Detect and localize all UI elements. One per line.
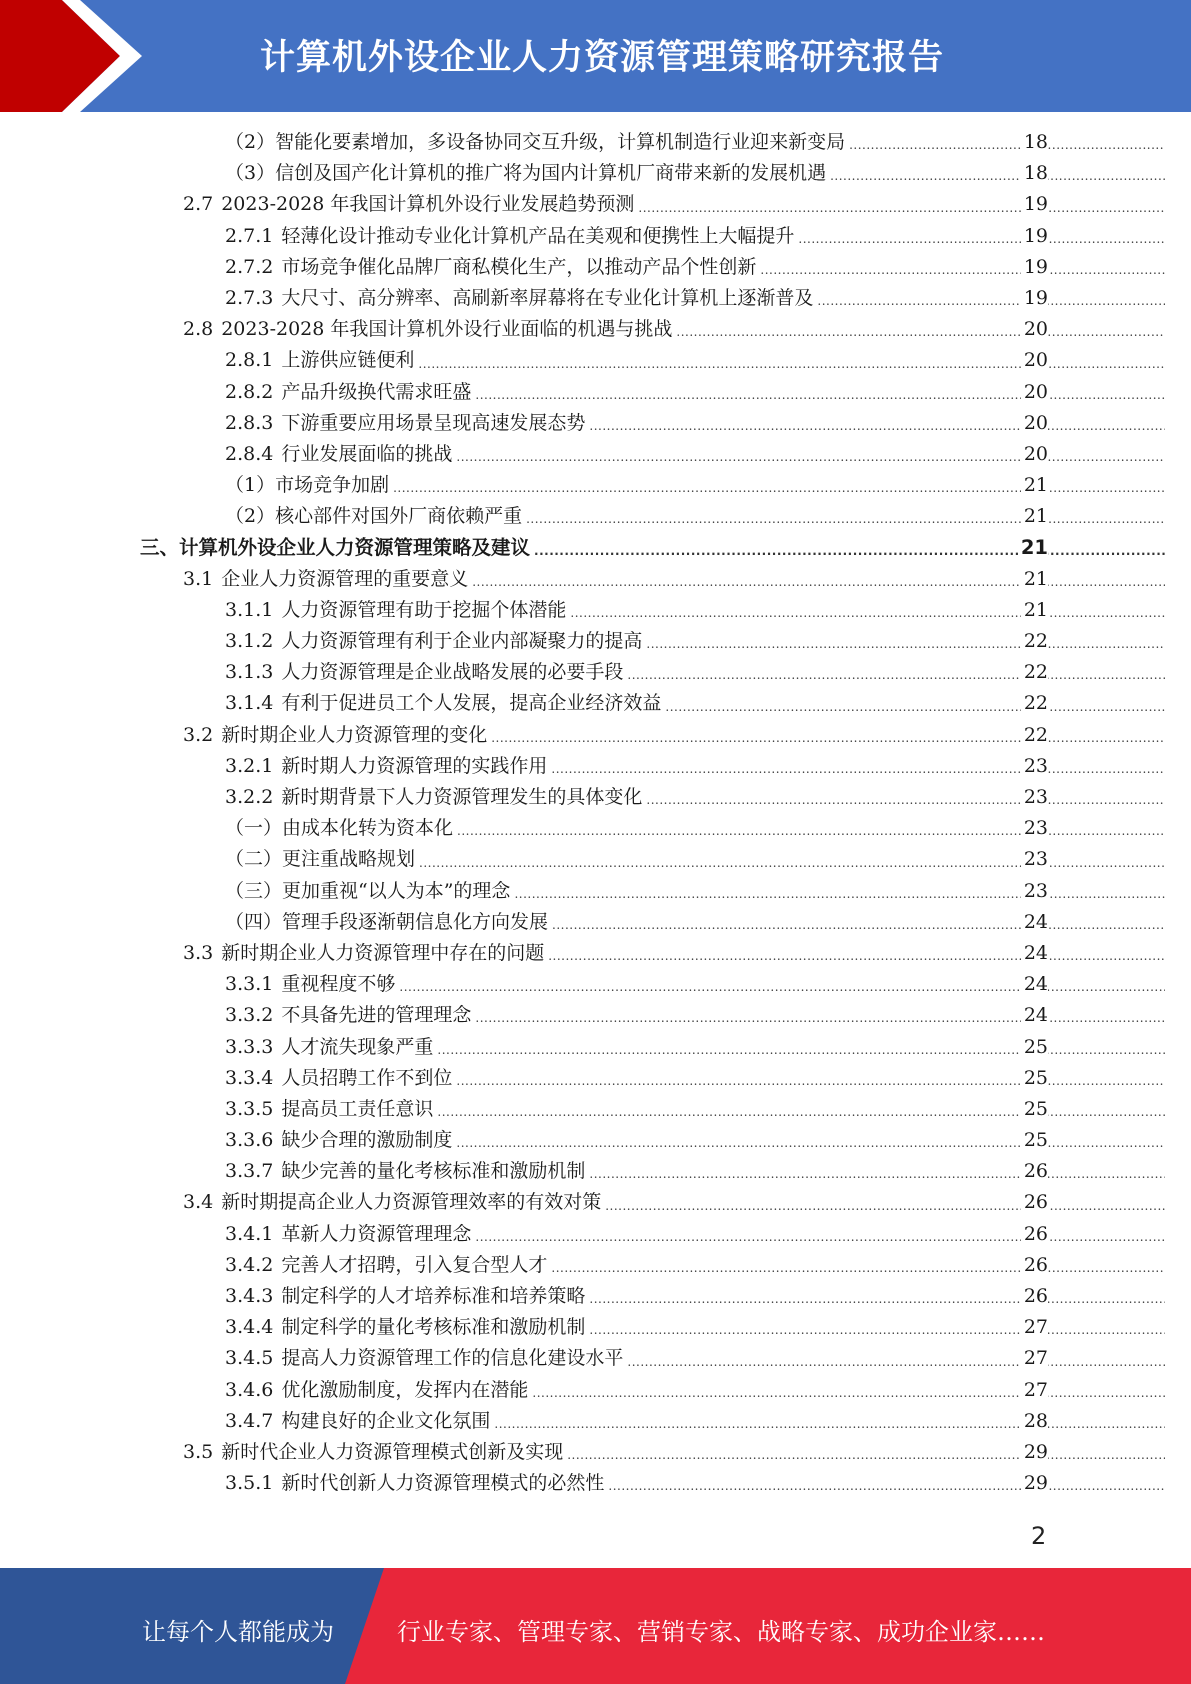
toc-entry-text: （三）更加重视“以人为本”的理念 bbox=[225, 879, 511, 902]
toc-entry-title bbox=[140, 538, 532, 558]
toc-entry-title bbox=[225, 663, 625, 682]
toc-entry-title bbox=[225, 1162, 587, 1181]
toc-page-number: 23 bbox=[1021, 788, 1048, 807]
toc-dot-leader bbox=[418, 358, 1165, 377]
toc-entry-number: 2.7 bbox=[183, 193, 214, 216]
page-footer bbox=[0, 1568, 1191, 1684]
toc-entry[interactable] bbox=[225, 158, 1191, 189]
toc-entry-number: 2.8.2 bbox=[225, 380, 274, 403]
toc-entry-text: 新时期提高企业人力资源管理效率的有效对策 bbox=[221, 1191, 602, 1214]
toc-page-number: 25 bbox=[1021, 1100, 1048, 1119]
toc-dot-leader bbox=[589, 1293, 1165, 1312]
toc-entry[interactable] bbox=[183, 564, 1191, 595]
toc-page-number: 20 bbox=[1021, 414, 1048, 433]
toc-dot-leader bbox=[475, 1231, 1165, 1250]
toc-entry-text: 制定科学的量化考核标准和激励机制 bbox=[281, 1316, 586, 1339]
toc-entry-text: 新时期人力资源管理的实践作用 bbox=[281, 754, 548, 777]
toc-entry-text: 行业发展面临的挑战 bbox=[281, 442, 453, 465]
toc-entry[interactable] bbox=[225, 813, 1191, 844]
toc-entry-number: 3.1.1 bbox=[225, 598, 274, 621]
toc-entry-title bbox=[225, 351, 416, 370]
toc-entry[interactable] bbox=[225, 470, 1191, 501]
toc-entry[interactable] bbox=[225, 1406, 1191, 1437]
toc-page-number: 27 bbox=[1021, 1318, 1048, 1337]
toc-dot-leader bbox=[589, 1324, 1165, 1343]
toc-page-number: 20 bbox=[1021, 383, 1048, 402]
toc-dot-leader bbox=[532, 1387, 1165, 1406]
toc-dot-leader bbox=[589, 1168, 1165, 1187]
toc-entry-title bbox=[225, 133, 847, 152]
toc-entry[interactable] bbox=[225, 1063, 1191, 1094]
toc-chapter-entry[interactable] bbox=[140, 532, 1191, 563]
toc-entry[interactable] bbox=[225, 1031, 1191, 1062]
table-of-contents bbox=[0, 127, 1191, 1499]
toc-entry-title bbox=[225, 910, 550, 933]
toc-entry-number: 3.3 bbox=[183, 941, 214, 964]
toc-entry-number: 3.4 bbox=[183, 1191, 214, 1214]
toc-entry-title bbox=[183, 567, 470, 590]
toc-entry-number: 3.3.2 bbox=[225, 1004, 274, 1027]
toc-entry-title bbox=[225, 975, 397, 994]
toc-entry-number: 3.4.1 bbox=[225, 1222, 274, 1245]
report-title: 计算机外设企业人力资源管理策略研究报告 bbox=[260, 38, 945, 78]
toc-entry-title bbox=[225, 1409, 492, 1432]
toc-dot-leader bbox=[849, 139, 1165, 158]
toc-entry-text: 缺少合理的激励制度 bbox=[281, 1129, 453, 1152]
toc-dot-leader bbox=[456, 451, 1165, 470]
toc-entry[interactable] bbox=[225, 408, 1191, 439]
toc-entry-title bbox=[225, 476, 391, 495]
toc-entry[interactable] bbox=[225, 439, 1191, 470]
toc-entry[interactable] bbox=[225, 657, 1191, 688]
toc-page-number: 19 bbox=[1021, 289, 1048, 308]
toc-entry-title bbox=[225, 632, 644, 651]
toc-entry-text: 革新人力资源管理理念 bbox=[281, 1222, 472, 1245]
footer-slogan-left: 让每个人都能成为 bbox=[142, 1618, 334, 1646]
toc-entry-title bbox=[225, 289, 815, 308]
toc-entry-text: （二）更注重战略规划 bbox=[225, 848, 416, 871]
toc-entry-title bbox=[225, 1318, 587, 1337]
toc-entry-text: 构建良好的企业文化氛围 bbox=[281, 1409, 491, 1432]
toc-entry-title bbox=[225, 879, 512, 902]
toc-entry-number: 3.1.4 bbox=[225, 692, 274, 715]
toc-page-number: 23 bbox=[1021, 819, 1048, 838]
toc-page-number: 28 bbox=[1021, 1412, 1048, 1431]
toc-entry[interactable] bbox=[225, 844, 1191, 875]
toc-entry-text: 优化激励制度，发挥内在潜能 bbox=[281, 1378, 529, 1401]
toc-entry-title bbox=[225, 442, 454, 465]
toc-entry-text: 缺少完善的量化考核标准和激励机制 bbox=[281, 1160, 586, 1183]
toc-entry-number: 3.1.3 bbox=[225, 661, 274, 684]
toc-dot-leader bbox=[419, 857, 1165, 876]
toc-entry[interactable] bbox=[225, 1250, 1191, 1281]
toc-entry-title bbox=[183, 1440, 565, 1463]
header-arrow-logo bbox=[0, 0, 160, 112]
toc-entry-title bbox=[183, 320, 674, 339]
toc-dot-leader bbox=[475, 389, 1165, 408]
toc-page-number: 24 bbox=[1021, 913, 1048, 932]
toc-entry[interactable] bbox=[225, 283, 1191, 314]
toc-entry[interactable] bbox=[183, 938, 1191, 969]
footer-slogan-right: 行业专家、管理专家、营销专家、战略专家、成功企业家…… bbox=[397, 1618, 1045, 1646]
toc-entry-number: 3.4.4 bbox=[225, 1316, 274, 1339]
toc-entry-title bbox=[225, 411, 587, 434]
toc-entry-number: 3.3.7 bbox=[225, 1160, 274, 1183]
toc-entry-text: 2023-2028 年我国计算机外设行业面临的机遇与挑战 bbox=[221, 318, 673, 341]
toc-page-number: 24 bbox=[1021, 975, 1048, 994]
toc-entry-title bbox=[225, 1287, 587, 1306]
toc-entry[interactable] bbox=[225, 626, 1191, 657]
toc-entry[interactable] bbox=[225, 876, 1191, 907]
toc-entry-text: 新时期企业人力资源管理中存在的问题 bbox=[221, 941, 545, 964]
toc-entry[interactable] bbox=[225, 688, 1191, 719]
toc-page-number: 26 bbox=[1021, 1225, 1048, 1244]
toc-dot-leader bbox=[548, 950, 1165, 969]
toc-entry-title bbox=[225, 819, 455, 838]
toc-entry-title bbox=[225, 1349, 625, 1368]
toc-entry-title bbox=[225, 694, 663, 713]
toc-entry-text: 产品升级换代需求旺盛 bbox=[281, 380, 472, 403]
toc-entry-number: 3.3.1 bbox=[225, 973, 274, 996]
toc-entry-title bbox=[225, 1378, 530, 1401]
toc-entry-title bbox=[183, 195, 636, 214]
toc-entry[interactable] bbox=[183, 1437, 1191, 1468]
toc-page-number: 19 bbox=[1021, 195, 1048, 214]
toc-dot-leader bbox=[393, 482, 1165, 501]
toc-dot-leader bbox=[798, 233, 1165, 252]
toc-entry[interactable] bbox=[225, 782, 1191, 813]
toc-entry-text: 有利于促进员工个人发展，提高企业经济效益 bbox=[281, 692, 662, 715]
toc-entry-number: 2.7.2 bbox=[225, 255, 274, 278]
toc-entry-text: 企业人力资源管理的重要意义 bbox=[221, 567, 469, 590]
toc-dot-leader bbox=[567, 1449, 1165, 1468]
toc-page-number: 27 bbox=[1021, 1381, 1048, 1400]
toc-dot-leader bbox=[676, 326, 1165, 345]
toc-entry[interactable] bbox=[225, 127, 1191, 158]
toc-dot-leader bbox=[534, 545, 1165, 564]
toc-entry-text: 人力资源管理有助于挖掘个体潜能 bbox=[281, 598, 567, 621]
toc-entry-title bbox=[225, 1035, 435, 1058]
toc-dot-leader bbox=[589, 420, 1165, 439]
toc-dot-leader bbox=[760, 264, 1165, 283]
toc-entry-text: 新时期企业人力资源管理的变化 bbox=[221, 723, 488, 746]
toc-page-number: 20 bbox=[1021, 351, 1048, 370]
toc-entry-text: （一）由成本化转为资本化 bbox=[225, 817, 454, 840]
toc-entry-number: 3.3.4 bbox=[225, 1066, 274, 1089]
page-number: 2 bbox=[1031, 1522, 1047, 1550]
toc-dot-leader bbox=[526, 513, 1165, 532]
toc-entry-number: 3.3.5 bbox=[225, 1097, 274, 1120]
toc-entry-title bbox=[183, 1193, 603, 1212]
toc-dot-leader bbox=[570, 607, 1165, 626]
toc-dot-leader bbox=[457, 825, 1165, 844]
toc-entry-text: 制定科学的人才培养标准和培养策略 bbox=[281, 1285, 586, 1308]
toc-page-number: 25 bbox=[1021, 1069, 1048, 1088]
toc-entry-text: 重视程度不够 bbox=[281, 973, 396, 996]
toc-entry-title bbox=[225, 754, 549, 777]
toc-entry[interactable] bbox=[225, 1156, 1191, 1187]
toc-page-number: 19 bbox=[1021, 258, 1048, 277]
toc-page-number: 22 bbox=[1021, 694, 1048, 713]
toc-entry-number: 2.7.3 bbox=[225, 287, 274, 310]
toc-dot-leader bbox=[472, 576, 1165, 595]
toc-entry[interactable] bbox=[225, 1312, 1191, 1343]
toc-entry[interactable] bbox=[225, 1375, 1191, 1406]
toc-entry-text: 人员招聘工作不到位 bbox=[281, 1066, 453, 1089]
toc-entry-number: 3.4.5 bbox=[225, 1347, 274, 1370]
toc-page-number: 22 bbox=[1021, 663, 1048, 682]
toc-page-number: 26 bbox=[1021, 1193, 1048, 1212]
toc-entry[interactable] bbox=[225, 969, 1191, 1000]
toc-page-number: 21 bbox=[1021, 601, 1048, 620]
toc-entry-text: 完善人才招聘，引入复合型人才 bbox=[281, 1253, 548, 1276]
toc-entry[interactable] bbox=[183, 1187, 1191, 1218]
toc-entry-text: （3）信创及国产化计算机的推广将为国内计算机厂商带来新的发展机遇 bbox=[225, 162, 827, 185]
toc-entry-title bbox=[225, 380, 473, 403]
toc-entry-number: 3.2.1 bbox=[225, 754, 274, 777]
toc-entry[interactable] bbox=[225, 907, 1191, 938]
toc-entry-text: 不具备先进的管理理念 bbox=[281, 1004, 472, 1027]
toc-entry-text: 人力资源管理是企业战略发展的必要手段 bbox=[281, 661, 624, 684]
toc-entry[interactable] bbox=[183, 720, 1191, 751]
toc-entry[interactable] bbox=[225, 751, 1191, 782]
toc-entry-number: 3.3.6 bbox=[225, 1129, 274, 1152]
toc-page-number: 21 bbox=[1021, 476, 1048, 495]
toc-page-number: 23 bbox=[1021, 757, 1048, 776]
toc-dot-leader bbox=[552, 919, 1165, 938]
toc-dot-leader bbox=[551, 763, 1165, 782]
toc-entry-number: 2.8.3 bbox=[225, 411, 274, 434]
toc-page-number: 29 bbox=[1021, 1443, 1048, 1462]
toc-entry[interactable] bbox=[225, 1468, 1191, 1499]
toc-entry-title bbox=[225, 1066, 454, 1089]
toc-entry-text: 上游供应链便利 bbox=[281, 349, 415, 372]
toc-entry[interactable] bbox=[225, 1094, 1191, 1125]
toc-entry-title bbox=[225, 1006, 473, 1025]
toc-entry-number: 3.1.2 bbox=[225, 630, 274, 653]
toc-entry-number: 3.1 bbox=[183, 567, 214, 590]
toc-entry-text: 市场竞争催化品牌厂商私模化生产，以推动产品个性创新 bbox=[281, 255, 757, 278]
toc-entry-title bbox=[225, 507, 524, 526]
toc-entry-text: 新时期背景下人力资源管理发生的具体变化 bbox=[281, 786, 643, 809]
toc-page-number: 29 bbox=[1021, 1474, 1048, 1493]
toc-entry-title bbox=[225, 850, 417, 869]
toc-page-number: 24 bbox=[1021, 1006, 1048, 1025]
toc-entry-title bbox=[225, 224, 796, 247]
toc-entry-title bbox=[225, 255, 758, 278]
toc-page-number: 22 bbox=[1021, 726, 1048, 745]
toc-page-number: 25 bbox=[1021, 1038, 1048, 1057]
toc-dot-leader bbox=[646, 638, 1165, 657]
toc-dot-leader bbox=[494, 1418, 1165, 1437]
toc-entry[interactable] bbox=[225, 345, 1191, 376]
toc-dot-leader bbox=[646, 794, 1165, 813]
toc-page-number: 25 bbox=[1021, 1131, 1048, 1150]
toc-dot-leader bbox=[627, 1356, 1165, 1375]
toc-dot-leader bbox=[608, 1480, 1165, 1499]
toc-entry-number: 3.2.2 bbox=[225, 786, 274, 809]
toc-entry[interactable] bbox=[225, 1000, 1191, 1031]
toc-dot-leader bbox=[437, 1106, 1165, 1125]
toc-page-number: 19 bbox=[1021, 227, 1048, 246]
toc-entry-text: 下游重要应用场景呈现高速发展态势 bbox=[281, 411, 586, 434]
toc-dot-leader bbox=[627, 669, 1165, 688]
toc-entry-text: 新时代企业人力资源管理模式创新及实现 bbox=[221, 1440, 564, 1463]
toc-dot-leader bbox=[437, 1044, 1165, 1063]
toc-page-number: 24 bbox=[1021, 944, 1048, 963]
toc-entry-number: 2.8.4 bbox=[225, 442, 274, 465]
toc-page-number: 26 bbox=[1021, 1287, 1048, 1306]
toc-dot-leader bbox=[399, 981, 1165, 1000]
toc-entry-text: （2）核心部件对国外厂商依赖严重 bbox=[225, 505, 523, 528]
toc-entry-title bbox=[225, 1474, 606, 1493]
toc-entry[interactable] bbox=[183, 189, 1191, 220]
toc-page-number: 20 bbox=[1021, 445, 1048, 464]
toc-entry-title bbox=[225, 1253, 549, 1276]
toc-entry-number: 3.4.2 bbox=[225, 1253, 274, 1276]
toc-dot-leader bbox=[551, 1262, 1165, 1281]
toc-page-number: 22 bbox=[1021, 632, 1048, 651]
toc-dot-leader bbox=[491, 732, 1165, 751]
toc-entry[interactable] bbox=[225, 1125, 1191, 1156]
toc-entry-number: 3.4.7 bbox=[225, 1409, 274, 1432]
toc-entry[interactable] bbox=[225, 252, 1191, 283]
toc-dot-leader bbox=[817, 295, 1165, 314]
toc-entry[interactable] bbox=[225, 377, 1191, 408]
toc-page-number: 21 bbox=[1021, 507, 1048, 526]
toc-page-number: 23 bbox=[1021, 850, 1048, 869]
toc-entry-text: （1）市场竞争加剧 bbox=[225, 474, 390, 497]
page-header bbox=[0, 0, 1191, 112]
toc-entry-title bbox=[225, 1131, 454, 1150]
toc-page-number: 23 bbox=[1021, 882, 1048, 901]
toc-entry-title bbox=[183, 723, 489, 746]
toc-entry-text: （2）智能化要素增加，多设备协同交互升级，计算机制造行业迎来新变局 bbox=[225, 131, 846, 154]
toc-page-number: 20 bbox=[1021, 320, 1048, 339]
toc-entry-number: 2.8 bbox=[183, 318, 214, 341]
toc-entry-title bbox=[225, 164, 828, 183]
toc-page-number: 18 bbox=[1021, 164, 1048, 183]
toc-dot-leader bbox=[456, 1137, 1165, 1156]
toc-entry[interactable] bbox=[183, 314, 1191, 345]
toc-dot-leader bbox=[638, 202, 1165, 221]
toc-dot-leader bbox=[665, 701, 1165, 720]
toc-entry-text: 三、计算机外设企业人力资源管理策略及建议 bbox=[140, 536, 531, 560]
toc-entry-title bbox=[225, 598, 568, 621]
toc-entry[interactable] bbox=[225, 221, 1191, 252]
toc-entry-text: 2023-2028 年我国计算机外设行业发展趋势预测 bbox=[221, 193, 635, 216]
toc-entry-number: 2.7.1 bbox=[225, 224, 274, 247]
toc-entry[interactable] bbox=[225, 1343, 1191, 1374]
toc-entry[interactable] bbox=[225, 595, 1191, 626]
toc-page-number: 26 bbox=[1021, 1162, 1048, 1181]
toc-entry-text: 轻薄化设计推动专业化计算机产品在美观和便携性上大幅提升 bbox=[281, 224, 795, 247]
toc-page-number: 26 bbox=[1021, 1256, 1048, 1275]
toc-page-number: 21 bbox=[1018, 538, 1048, 558]
toc-entry-text: 新时代创新人力资源管理模式的必然性 bbox=[281, 1472, 605, 1495]
toc-dot-leader bbox=[830, 170, 1165, 189]
toc-entry-title bbox=[225, 1097, 435, 1120]
toc-entry-number: 2.8.1 bbox=[225, 349, 274, 372]
toc-dot-leader bbox=[605, 1200, 1165, 1219]
toc-page-number: 27 bbox=[1021, 1349, 1048, 1368]
toc-entry-number: 3.2 bbox=[183, 723, 214, 746]
toc-entry-number: 3.5 bbox=[183, 1440, 214, 1463]
toc-entry-number: 3.4.6 bbox=[225, 1378, 274, 1401]
toc-dot-leader bbox=[475, 1012, 1165, 1031]
toc-dot-leader bbox=[514, 888, 1165, 907]
toc-entry-title bbox=[225, 1222, 473, 1245]
toc-entry[interactable] bbox=[225, 1219, 1191, 1250]
toc-dot-leader bbox=[456, 1075, 1165, 1094]
toc-entry-text: （四）管理手段逐渐朝信息化方向发展 bbox=[225, 910, 549, 933]
toc-entry-text: 人才流失现象严重 bbox=[281, 1035, 434, 1058]
toc-entry-number: 3.4.3 bbox=[225, 1285, 274, 1308]
toc-page-number: 18 bbox=[1021, 133, 1048, 152]
toc-entry-text: 提高员工责任意识 bbox=[281, 1097, 434, 1120]
toc-entry-number: 3.3.3 bbox=[225, 1035, 274, 1058]
toc-entry-text: 提高人力资源管理工作的信息化建设水平 bbox=[281, 1347, 624, 1370]
toc-entry-title bbox=[225, 788, 644, 807]
toc-entry[interactable] bbox=[225, 1281, 1191, 1312]
toc-entry-text: 人力资源管理有利于企业内部凝聚力的提高 bbox=[281, 630, 643, 653]
toc-entry-title bbox=[183, 941, 546, 964]
toc-entry[interactable] bbox=[225, 501, 1191, 532]
toc-entry-text: 大尺寸、高分辨率、高刷新率屏幕将在专业化计算机上逐渐普及 bbox=[281, 287, 814, 310]
toc-page-number: 21 bbox=[1021, 570, 1048, 589]
toc-entry-number: 3.5.1 bbox=[225, 1472, 274, 1495]
